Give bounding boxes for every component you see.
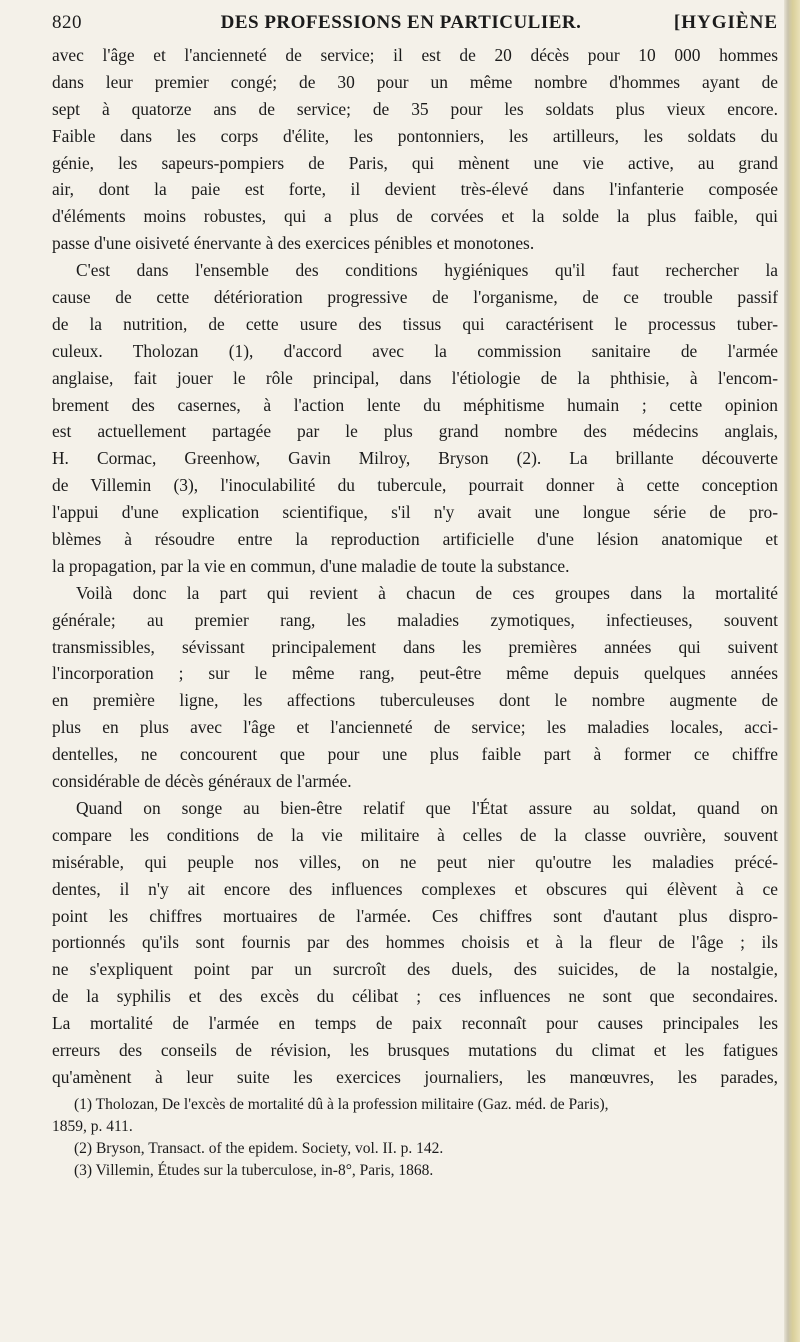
running-title: DES PROFESSIONS EN PARTICULIER. — [220, 12, 582, 33]
paragraph-start-line: C'est dans l'ensemble des conditions hygiéniques qu'il faut rechercher la — [76, 260, 778, 281]
text-line: dentelles, ne concourent que pour une plus faible part à former ce chiffre — [52, 744, 778, 765]
text-line: transmissibles, sévissant principalement dans les premières années qui suivent — [52, 636, 778, 657]
text-line: d'éléments moins robustes, qui a plus de corvées et la solde la plus faible, qui — [52, 206, 778, 227]
footnote: (2) Bryson, Transact. of the epidem. Society, vol. II. p. 142. — [74, 1139, 444, 1157]
text-line: génie, les sapeurs-pompiers de Paris, qui mènent une vie active, au grand — [52, 152, 778, 173]
page-number: 820 — [52, 12, 82, 33]
paragraph-start-line: Quand on songe au bien-être relatif que l'État assure au soldat, quand on — [76, 797, 778, 818]
text-line: de la nutrition, de cette usure des tissus qui caractérisent le processus tuber- — [52, 313, 778, 334]
text-line: avec l'âge et l'ancienneté de service; il est de 20 décès pour 10 000 hommes — [52, 45, 778, 65]
text-line: cause de cette détérioration progressive de l'organisme, de ce trouble passif — [52, 287, 778, 308]
text-line: dentes, il n'y ait encore des influences complexes et obscures qui élèvent à ce — [52, 878, 778, 899]
text-line: plus en plus avec l'âge et l'ancienneté de service; les maladies locales, acci- — [52, 717, 778, 738]
text-line: misérable, qui peuple nos villes, on ne peut nier qu'outre les maladies précé- — [52, 851, 778, 872]
text-line: ne s'expliquent point par un surcroît des duels, des suicides, de la nostalgie, — [52, 959, 778, 980]
text-line: qu'amènent à leur suite les exercices journaliers, les manœuvres, les parades, — [52, 1066, 778, 1087]
text-line: erreurs des conseils de révision, les brusques mutations du climat et les fatigues — [52, 1039, 778, 1060]
text-line: générale; au premier rang, les maladies zymotiques, infectieuses, souvent — [52, 609, 778, 630]
text-line: culeux. Tholozan (1), d'accord avec la commission sanitaire de l'armée — [52, 340, 778, 361]
body-text — [52, 42, 778, 1091]
section-label: [HYGIÈNE — [673, 12, 778, 33]
footnotes — [52, 1094, 778, 1182]
text-line: compare les conditions de la vie militaire à celles de la classe ouvrière, souvent — [52, 824, 778, 845]
text-line: blèmes à résoudre entre la reproduction artificielle d'une lésion anatomique et — [52, 529, 778, 550]
book-spine-edge — [784, 0, 800, 1342]
text-line: considérable de décès généraux de l'armée. — [52, 771, 352, 792]
book-page — [52, 8, 778, 1182]
paragraph-start-line: Voilà donc la part qui revient à chacun de ces groupes dans la mortalité — [76, 582, 778, 603]
text-line: point les chiffres mortuaires de l'armée. Ces chiffres sont d'autant plus dispro- — [52, 905, 778, 926]
footnote: (3) Villemin, Études sur la tuberculose, in-8°, Paris, 1868. — [74, 1161, 434, 1179]
text-line: en première ligne, les affections tuberculeuses dont le nombre augmente de — [52, 690, 778, 711]
running-header — [52, 8, 778, 38]
text-line: portionnés qu'ils sont fournis par des hommes choisis et à la fleur de l'âge ; ils — [52, 932, 778, 953]
text-line: brement des casernes, à l'action lente du méphitisme humain ; cette opinion — [52, 394, 778, 415]
footnote-continuation: 1859, p. 411. — [52, 1117, 133, 1135]
text-line: La mortalité de l'armée en temps de paix reconnaît pour causes principales les — [52, 1013, 778, 1034]
text-line: de Villemin (3), l'inoculabilité du tubercule, pourrait donner à cette conception — [52, 475, 778, 496]
text-line: H. Cormac, Greenhow, Gavin Milroy, Bryson (2). La brillante découverte — [52, 448, 778, 469]
text-line: l'incorporation ; sur le même rang, peut-être même depuis quelques années — [52, 663, 778, 684]
text-line: Faible dans les corps d'élite, les pontonniers, les artilleurs, les soldats du — [52, 125, 778, 146]
text-line: de la syphilis et des excès du célibat ; ces influences ne sont que secondaires. — [52, 986, 778, 1007]
text-line: dans leur premier congé; de 30 pour un même nombre d'hommes ayant de — [52, 71, 778, 92]
text-line: est actuellement partagée par le plus grand nombre des médecins anglais, — [52, 421, 778, 442]
footnote: (1) Tholozan, De l'excès de mortalité dû à la profession militaire (Gaz. méd. de Paris), — [74, 1095, 609, 1113]
text-line: air, dont la paie est forte, il devient très-élevé dans l'infanterie composée — [52, 179, 778, 200]
text-line: sept à quatorze ans de service; de 35 pour les soldats plus vieux encore. — [52, 98, 778, 119]
text-line: anglaise, fait jouer le rôle principal, dans l'étiologie de la phthisie, à l'encom- — [52, 367, 778, 388]
text-line: l'appui d'une explication scientifique, s'il n'y avait une longue série de pro- — [52, 502, 778, 523]
text-line: passe d'une oisiveté énervante à des exercices pénibles et monotones. — [52, 233, 535, 254]
text-line: la propagation, par la vie en commun, d'une maladie de toute la substance. — [52, 555, 570, 576]
